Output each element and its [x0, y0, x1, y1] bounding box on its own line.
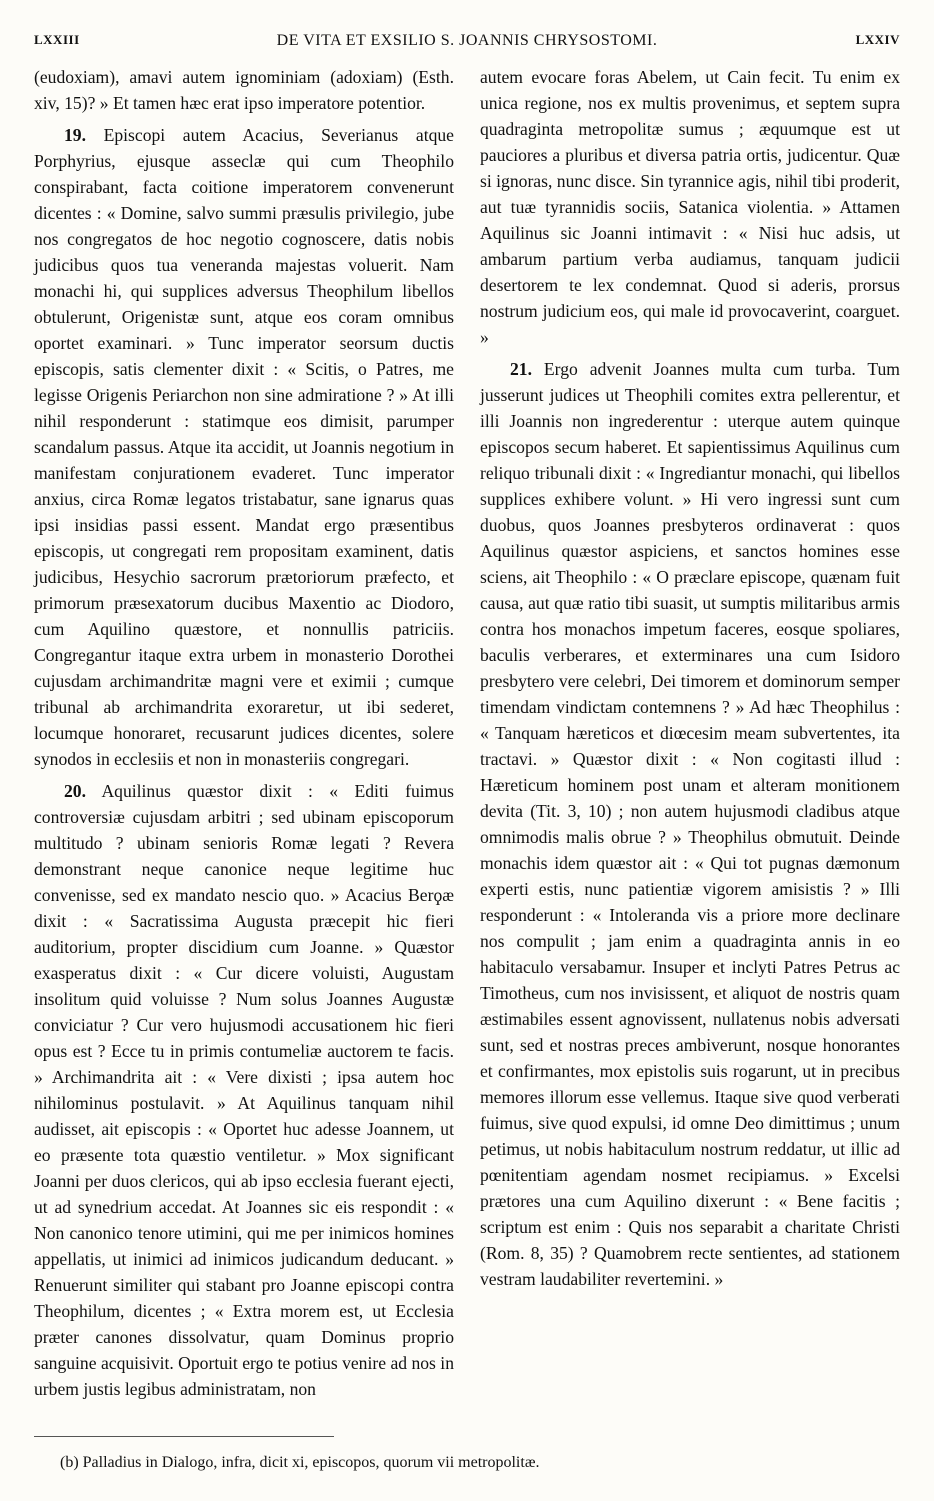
paragraph-19-text: Episcopi autem Acacius, Severianus atque Porphyrius, ejusque asseclæ qui cum Theophilo conspirabant, facta coitione imperatorem convenerunt dicentes : « Domine, salvo summi præsulis privilegio, jube nos congregatos de hoc negotio cognoscere, datis nobis judicibus quos tua veneranda majestas voluerit. Nam monachi hi, qui supplices adversus Theophilum libellos obtulerunt, Origenistæ sunt, atque eos coram omnibus oportet examinari. » Tunc imperator seorsum ductis episcopis, satis clementer dixit : « Scitis, o Patres, me legisse Origenis Periarchon non sine admiratione ? » At illi nihil responderunt : statimque eos dimisit, parumper scandalum passus. Atque ita accidit, ut Joannis negotium in manifestam conjurationem evaderet. Tunc imperator anxius, circa Romæ legatos tristabatur, sane ignarus quas ipsi insidias passi essent. Mandat ergo præsentibus episcopis, ut congregati rem propositam examinent, datis judicibus, Hesychio sacrorum prætoriorum præfecto, et primorum præsexatorum ducibus Maxentio ac Diodoro, cum Aquilino quæstore, et nonnullis patriciis. Congregantur itaque extra urbem in monasterio Dorothei cujusdam archimandritæ magni vere et eximii ; cumque tribunal ab archimandrita exoraretur, ut ibi sederet, locumque honoraret, recusarunt judices dicentes, solere synodos in ecclesiis et non in monasteriis congregari.: [34, 125, 454, 769]
paragraph-20: [34, 778, 454, 1402]
paragraph-continuation: (eudoxiam), amavi autem ignominiam (adoxiam) (Esth. xiv, 15)? » Et tamen hæc erat ipso imperatore potentior.: [34, 67, 454, 113]
paragraph-19: [34, 122, 454, 772]
paragraph-21-text: Ergo advenit Joannes multa cum turba. Tum jusserunt judices ut Theophili comites extra pellerentur, et illi Joannis non ingrederentur : uterque autem quinque episcopos secum haberet. Et sapientissimus Aquilinus cum reliquo tribunali dixit : « Ingrediantur monachi, qui libellos supplices exhibere volunt. » Hi vero ingressi sunt cum duobus, quos Joannes presbyteros ordinaverat : quos Aquilinus quæstor aspiciens, et sanctos homines esse sciens, ait Theophilo : « O præclare episcope, quænam fuit causa, aut quæ ratio tibi suasit, ut sumptis militaribus armis contra hos monachos impetum faceres, eosque spoliares, baculis verberares, et exterminares una cum Isidoro presbytero vere celebri, Dei timorem et dominorum semper timendam vindictam contemnens ? » Ad hæc Theophilus : « Tanquam hæreticos et diœcesim meam subvertentes, ita tractavi. » Quæstor dixit : « Non cogitasti illud : Hæreticum hominem post unam et alteram monitionem devita (Tit. 3, 10) ; non autem hujusmodi cladibus atque omnimodis malis obrue ? » Theophilus obmutuit. Deinde monachis idem quæstor ait : « Qui tot pugnas dæmonum experti estis, nunc patientiæ vigorem amisistis ? » Illi responderunt : « Intoleranda vis a priore more declinare nos compulit ; jam enim a quadraginta annis in eo habitaculo versabamur. Insuper et inclyti Patres Petrus ac Timotheus, cum nos invisissent, et aliquot de nostris quam æstimabiles essent agnovissent, nullatenus nobis adversati sunt, sed et nostras preces ambiverunt, nosque honorantes et confirmantes, mox epistolis suis rogarunt, ut in precibus memores illorum esse vellemus. Itaque sive quod verberati fuimus, sive quod expulsi, id omne Deo dimittimus ; unum petimus, ut nobis habitaculum nostrum reddatur, ut illic ad pœnitentiam agendam nosmet recipiamus. » Excelsi prætores una cum Aquilino dixerunt : « Bene facitis ; scriptum est enim : Quis nos separabit a charitate Christi (Rom. 8, 35) ? Quamobrem recte sentientes, ad stationem vestram laudabiliter revertemini. »: [480, 359, 900, 1289]
footnote-divider: [34, 1436, 334, 1437]
footnote: (b) Palladius in Dialogo, infra, dicit xi, episcopos, quorum vii metropolitæ.: [60, 1454, 540, 1471]
page-number-right: LXXIV: [855, 32, 900, 47]
page-header: [34, 32, 900, 58]
section-number-20: 20.: [64, 781, 86, 801]
paragraph-continuation-right: autem evocare foras Abelem, ut Cain fecit. Tu enim ex unica regione, nos ex multis provenimus, et septem supra quadraginta metropolitæ sumus ; æquumque est ut pauciores a pluribus et diversa patria ortis, judicentur. Quæ si ignoras, nunc disce. Sin tyrannice agis, nihil tibi proderit, aut tuæ tyrannidis sociis, Satanica violentia. » Attamen Aquilinus sic Joanni intimavit : « Nisi huc adsis, ut ambarum partium verba audiamus, tanquam judicii desertorem te lex condemnat. Quod si aderis, prorsus nostrum judicium eos, qui male id provocaverint, coarguet. »: [480, 67, 900, 347]
left-column: [34, 64, 454, 1402]
paragraph-21: [480, 356, 900, 1292]
section-number-19: 19.: [64, 125, 86, 145]
right-column: [480, 64, 900, 1292]
paragraph-20-text: Aquilinus quæstor dixit : « Editi fuimus controversiæ cujusdam arbitri ; sed ubinam episcoporum multitudo ? ubinam senioris Romæ legati ? Revera demonstrant neque canonice neque legitime huc convenisse, sed ex mandato nescio quo. » Acacius Berϙæ dixit : « Sacratissima Augusta præcepit hic fieri auditorium, propter discidium cum Joanne. » Quæstor exasperatus dixit : « Cur dicere voluisti, Augustam insolitum quid voluisse ? Num solus Joannes Augustæ conviciatur ? Cur vero hujusmodi accusationem hic fieri opus est ? Ecce tu in primis contumeliæ auctorem te facis. » Archimandrita ait : « Vere dixisti ; ipsa autem hoc nihilominus postulavit. » At Aquilinus tanquam nihil audisset, ait episcopis : « Oportet huc adesse Joannem, ut eo præsente tota quæstio ventiletur. » Mox significant Joanni per duos clericos, qui ab ipso ecclesia fuerant ejecti, ut ad synedrium accedat. At Joannes sic eis respondit : « Non canonico tenore utimini, qui me per inimicos homines appellatis, ut inimici ad inimicos judicandum deducant. » Renuerunt similiter qui stabant pro Joanne episcopi contra Theophilum, dicentes ; « Extra morem est, ut Ecclesia præter canones dissolvatur, quam Dominus proprio sanguine acquisivit. Oportuit ergo te potius venire ad nos in urbem justis legibus administratam, non: [34, 781, 454, 1399]
section-number-21: 21.: [510, 359, 532, 379]
page-number-left: LXXIII: [34, 32, 80, 47]
running-title: DE VITA ET EXSILIO S. JOANNIS CHRYSOSTOMI.: [276, 32, 658, 49]
